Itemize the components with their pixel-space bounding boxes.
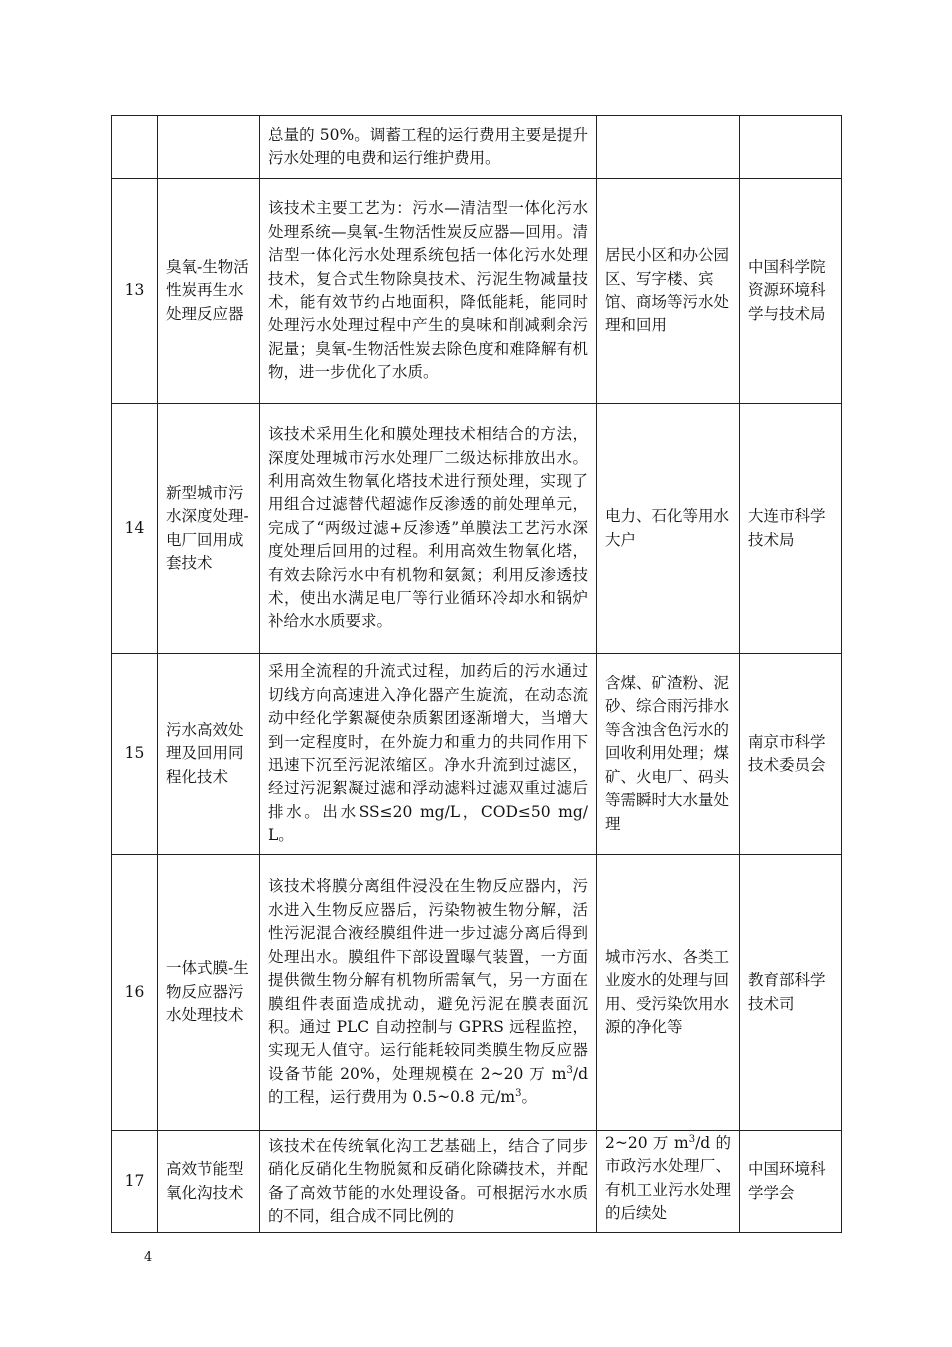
recommending-department: 大连市科学技术局 [740, 404, 842, 654]
table-row [112, 1131, 842, 1233]
table-row [112, 404, 842, 654]
application-scope: 城市污水、各类工业废水的处理与回用、受污染饮用水源的净化等 [597, 855, 740, 1131]
technology-name: 一体式膜-生物反应器污水处理技术 [158, 855, 260, 1131]
technology-description: 该技术采用生化和膜处理技术相结合的方法，深度处理城市污水处理厂二级达标排放出水。利用高效生物氧化塔技术进行预处理，实现了用组合过滤替代超滤作反渗透的前处理单元，完成了“两级过滤+反渗透”单膜法工艺污水深度处理后回用的过程。利用高效生物氧化塔，有效去除污水中有机物和氨氮；利用反渗透技术，使出水满足电厂等行业循环冷却水和锅炉补给水水质要求。 [260, 404, 597, 654]
row-number: 14 [112, 404, 158, 654]
table-row [112, 116, 842, 179]
scope-text-tail: /d 的市政污水处理厂、有机工业污水处理的后续处 [605, 1134, 732, 1223]
technology-name: 污水高效处理及回用同程化技术 [158, 654, 260, 855]
row-number: 13 [112, 179, 158, 404]
table-row [112, 179, 842, 404]
application-scope: 电力、石化等用水大户 [597, 404, 740, 654]
technology-name [158, 116, 260, 179]
description-text-tail: /d 的工程，运行费用为 0.5~0.8 元/m [268, 1064, 588, 1107]
row-number: 16 [112, 855, 158, 1131]
technology-description: 该技术在传统氧化沟工艺基础上，结合了同步硝化反硝化生物脱氮和反硝化除磷技术，并配备了高效节能的水处理设备。可根据污水水质的不同，组合成不同比例的 [260, 1131, 597, 1233]
scope-text: 2~20 万 m [605, 1134, 689, 1152]
page-number: 4 [144, 1250, 153, 1265]
application-scope: 居民小区和办公园区、写字楼、宾馆、商场等污水处理和回用 [597, 179, 740, 404]
superscript-3: 3 [515, 1087, 522, 1099]
table-row [112, 654, 842, 855]
description-text-end: 。 [521, 1088, 537, 1107]
technology-name: 臭氧-生物活性炭再生水处理反应器 [158, 179, 260, 404]
application-scope [597, 116, 740, 179]
table-row [112, 855, 842, 1131]
recommending-department: 教育部科学技术司 [740, 855, 842, 1131]
recommending-department [740, 116, 842, 179]
technology-description [260, 855, 597, 1131]
technology-name: 高效节能型氧化沟技术 [158, 1131, 260, 1233]
recommending-department: 中国科学院资源环境科学与技术局 [740, 179, 842, 404]
technology-description: 总量的 50%。调蓄工程的运行费用主要是提升污水处理的电费和运行维护费用。 [260, 116, 597, 179]
superscript-3: 3 [566, 1064, 573, 1076]
technology-description: 该技术主要工艺为：污水—清洁型一体化污水处理系统—臭氧-生物活性炭反应器—回用。清洁型一体化污水处理系统包括一体化污水处理技术，复合式生物除臭技术、污泥生物减量技术，能有效节约占地面积，降低能耗，能同时处理污水处理过程中产生的臭味和削减剩余污泥量；臭氧-生物活性炭去除色度和难降解有机物，进一步优化了水质。 [260, 179, 597, 404]
recommending-department: 南京市科学技术委员会 [740, 654, 842, 855]
row-number: 17 [112, 1131, 158, 1233]
description-text: 该技术将膜分离组件浸没在生物反应器内，污水进入生物反应器后，污染物被生物分解，活性污泥混合液经膜组件进一步过滤分离后得到处理出水。膜组件下部设置曝气装置，一方面提供微生物分解有机物所需氧气，另一方面在膜组件表面造成扰动，避免污泥在膜表面沉积。通过 PLC 自动控制与 GPRS 远程监控，实现无人值守。运行能耗较同类膜生物反应器设备节能 20%，处理规模在 2~20 万 m [268, 877, 588, 1083]
technology-description: 采用全流程的升流式过程，加药后的污水通过切线方向高速进入净化器产生旋流，在动态流动中经化学絮凝使杂质絮团逐渐增大，当增大到一定程度时，在外旋力和重力的共同作用下迅速下沉至污泥浓缩区。净水升流到过滤区，经过污泥絮凝过滤和浮动滤料过滤双重过滤后排水。出水SS≤20 mg/L，COD≤50 mg/L。 [260, 654, 597, 855]
superscript-3: 3 [688, 1133, 696, 1145]
technology-table [111, 115, 842, 1233]
row-number: 15 [112, 654, 158, 855]
application-scope [597, 1131, 740, 1233]
technology-name: 新型城市污水深度处理-电厂回用成套技术 [158, 404, 260, 654]
application-scope: 含煤、矿渣粉、泥砂、综合雨污排水等含浊含色污水的回收利用处理；煤矿、火电厂、码头等需瞬时大水量处理 [597, 654, 740, 855]
recommending-department: 中国环境科学学会 [740, 1131, 842, 1233]
row-number [112, 116, 158, 179]
